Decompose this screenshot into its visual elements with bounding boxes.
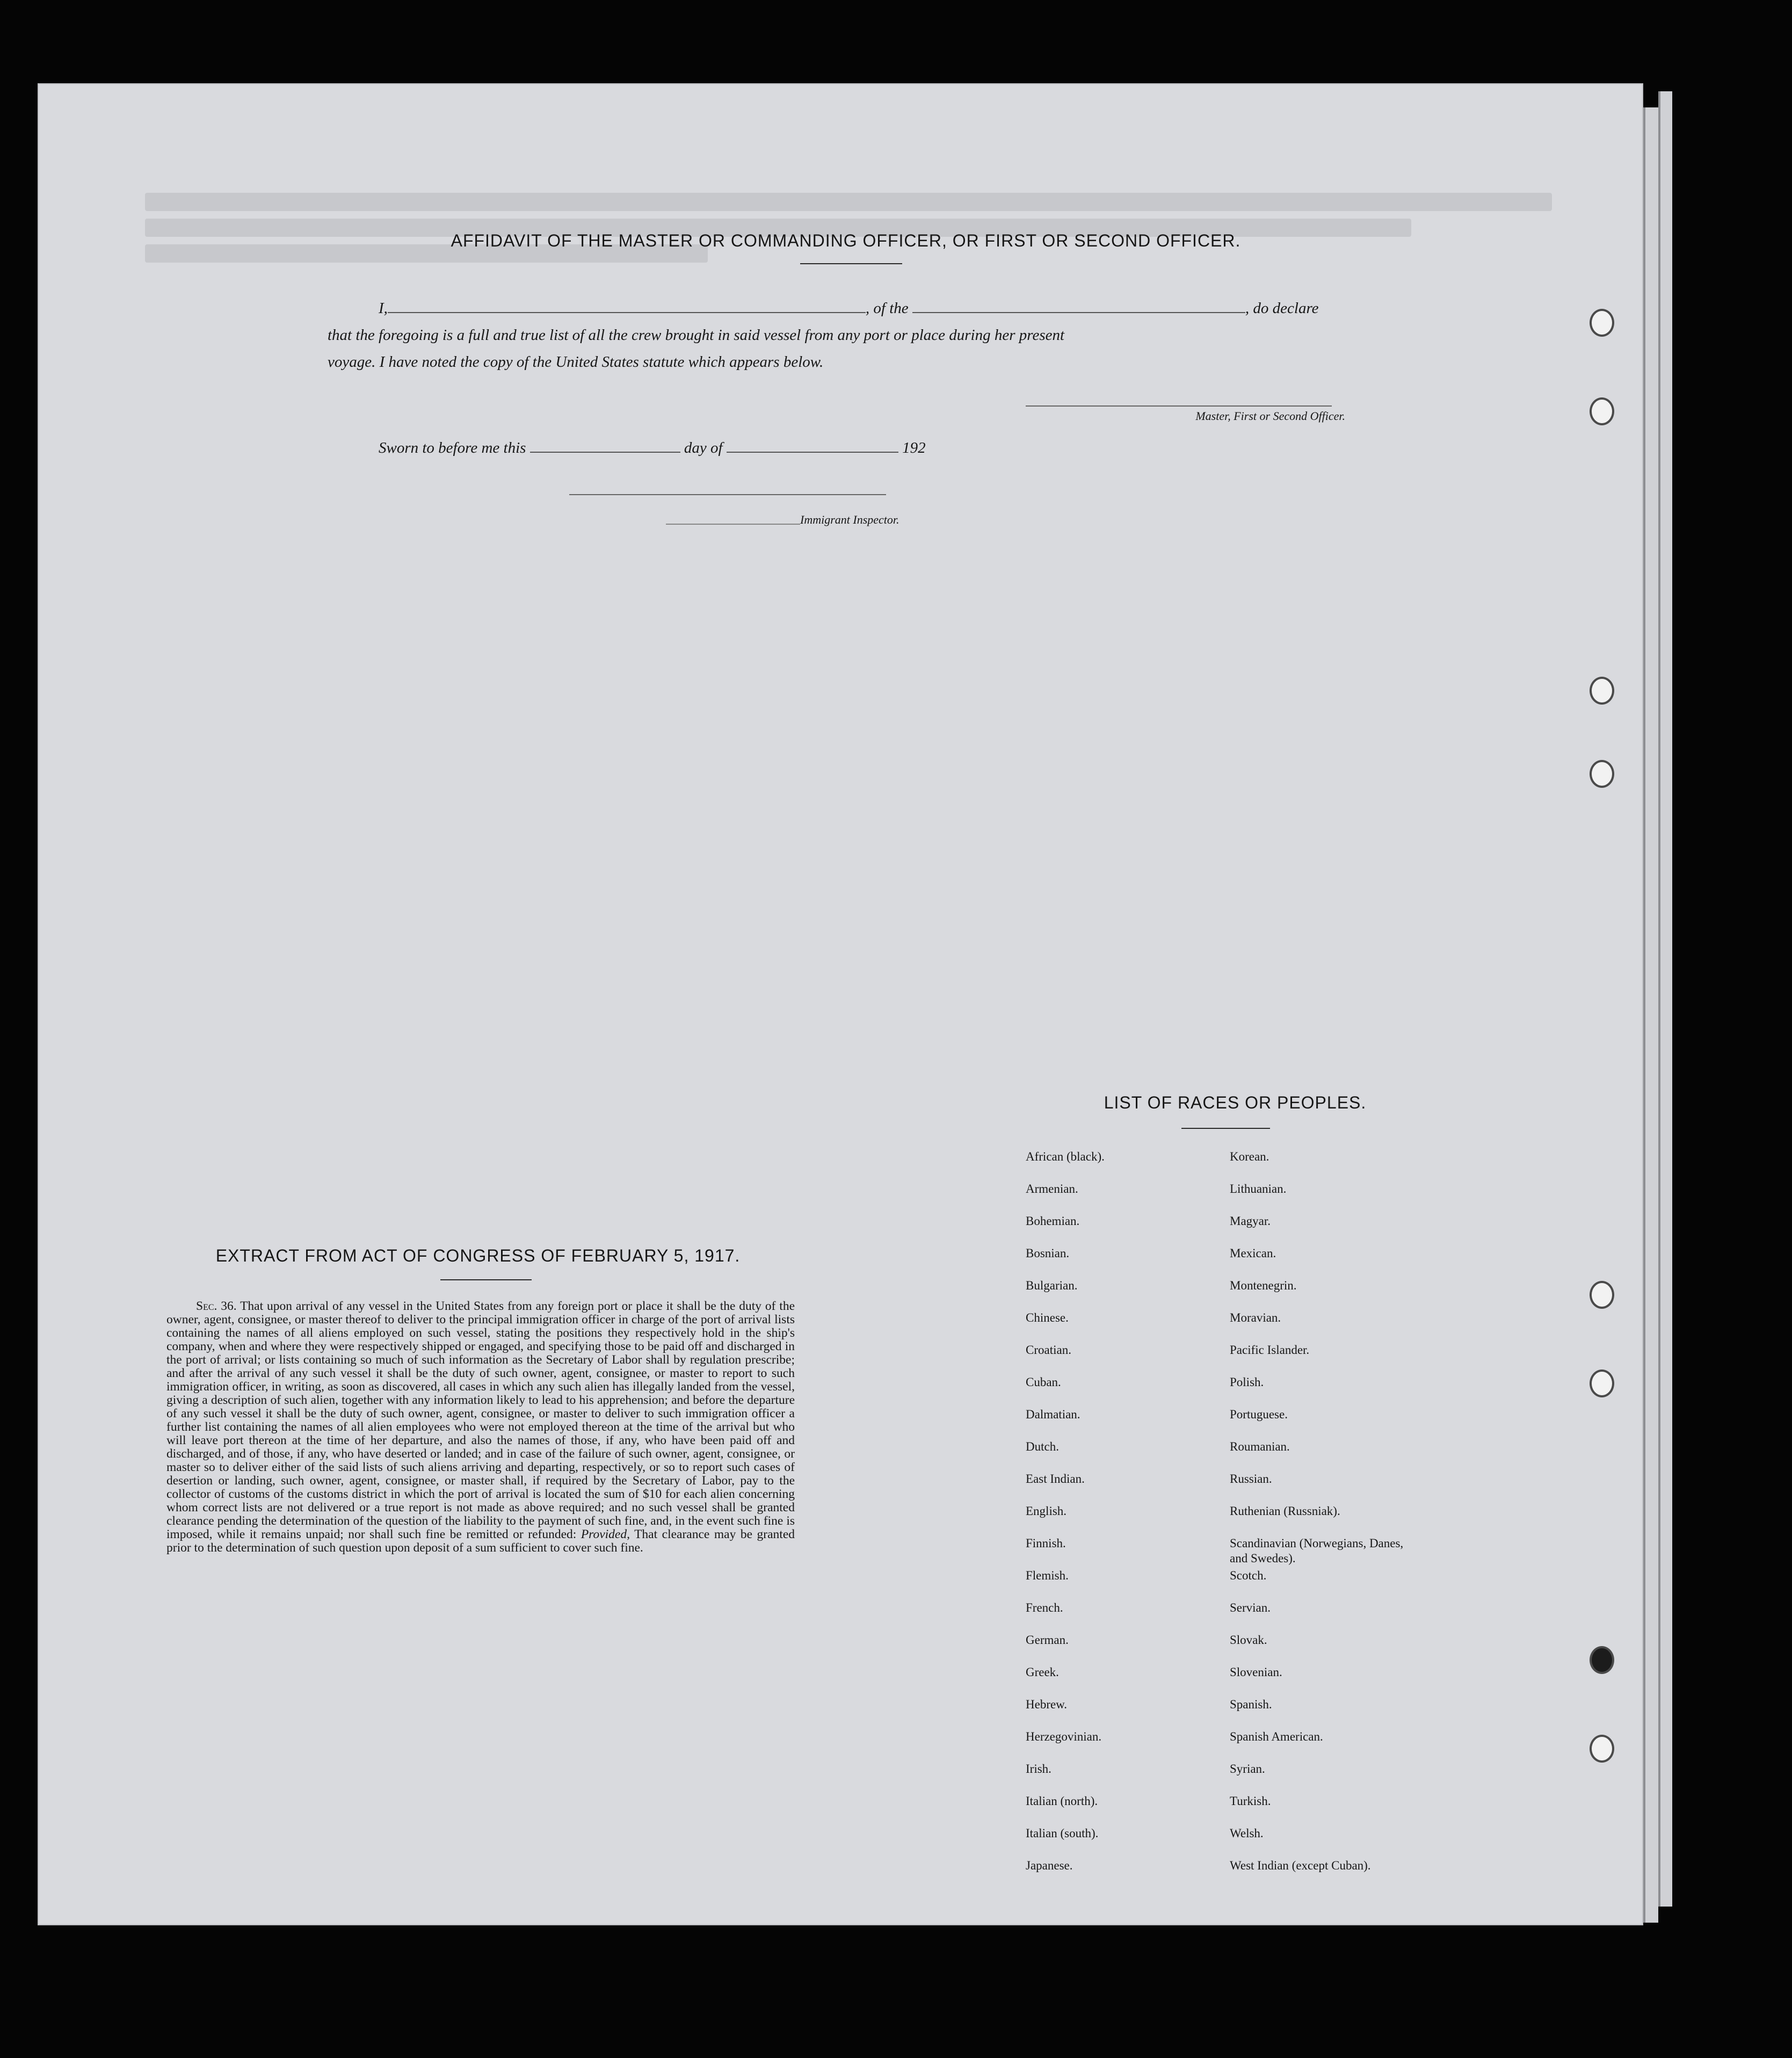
extract-body [166,1300,795,1555]
race-item: French. [1026,1601,1063,1614]
race-item: Syrian. [1230,1762,1265,1776]
punch-hole [1590,1369,1614,1397]
race-item: Mexican. [1230,1247,1276,1260]
race-item: Slovak. [1230,1633,1267,1647]
race-item: Dalmatian. [1026,1408,1080,1421]
race-item: Slovenian. [1230,1665,1282,1679]
race-item: English. [1026,1504,1067,1518]
affidavit-title: AFFIDAVIT OF THE MASTER OR COMMANDING OFFICER, OR FIRST OR SECOND OFFICER. [451,231,1241,250]
race-item: Ruthenian (Russniak). [1230,1504,1340,1518]
sworn-text: Sworn to before me this [379,439,526,456]
race-item: Pacific Islander. [1230,1343,1310,1357]
race-item: Bulgarian. [1026,1279,1078,1292]
name-blank[interactable] [388,312,866,313]
inspector-signature-line[interactable] [569,494,886,495]
race-item: Dutch. [1026,1440,1059,1453]
section-label: Sec. 36. [196,1299,237,1313]
race-item: Portuguese. [1230,1408,1288,1421]
extract-title: EXTRACT FROM ACT OF CONGRESS OF FEBRUARY 5, 1917. [215,1246,741,1265]
sworn-line [379,439,926,457]
race-item: Hebrew. [1026,1698,1068,1711]
race-item: Greek. [1026,1665,1059,1679]
master-signature-line[interactable] [1026,405,1332,407]
race-item: German. [1026,1633,1069,1647]
race-item: Spanish. [1230,1698,1272,1711]
races-right-column [1230,1149,1445,1890]
race-item: Turkish. [1230,1794,1271,1808]
races-list [1026,1149,1445,1890]
punch-hole [1590,397,1614,425]
race-item: Polish. [1230,1375,1264,1389]
sworn-text: day of [684,439,723,456]
race-item: Italian (north). [1026,1794,1098,1808]
race-item: Irish. [1026,1762,1051,1776]
vessel-blank[interactable] [912,312,1245,313]
race-item: Herzegovinian. [1026,1730,1102,1743]
race-item: West Indian (except Cuban). [1230,1859,1371,1872]
punch-hole [1590,760,1614,788]
race-item: Magyar. [1230,1214,1271,1228]
year-text: 192 [902,439,926,456]
extract-text: That upon arrival of any vessel in the United States from any foreign port or place it shall be the duty of the owner, agent, consignee, or master thereof to deliver to the principal immigration officer in charge of the port of arrival lists containing the names of all aliens employed on such vessel, stating the positions they respectively hold in the ship's company, when and where they were respectively shipped or engaged, and specifying those to be paid off and discharged in the port of arrival; or lists containing so much of such information as the Secretary of Labor shall by regulation prescribe; and after the arrival of any such vessel it shall be the duty of such owner, agent, consignee, or master to report to such immigration officer, in writing, as soon as discovered, all cases in which any such alien has illegally landed from the vessel, giving a description of such alien, together with any information likely to lead to his apprehension; and before the departure of any such vessel it shall be the duty of such owner, agent, consignee, or master to deliver to such immigration officer a further list containing the names of all alien employees who were not employed thereon at the time of the arrival but who will leave port thereon at the time of her departure, and also the names of those, if any, who have been paid off and discharged, and of those, if any, who have deserted or landed; and in case of the failure of such owner, agent, consignee, or master so to deliver either of the said lists of such aliens arriving and departing, respectively, or so to report such cases of desertion or landing, such owner, agent, consignee, or master shall, if required by the Secretary of Labor, pay to the collector of customs of the customs district in which the port of arrival is located the sum of $10 for each alien concerning whom correct lists are not delivered or a true report is not made as above required; and no such vessel shall be granted clearance pending the determination of the question of the liability to the payment of such fine, and, in the event such fine is imposed, while it remains unpaid; nor shall such fine be remitted or refunded: [166,1299,795,1541]
inspector-short-line [666,524,800,525]
races-title: LIST OF RACES OR PEOPLES. [1104,1093,1367,1112]
affidavit-text: , of the [865,300,909,317]
race-item: Armenian. [1026,1182,1078,1195]
affidavit-line-2: that the foregoing is a full and true list of all the crew brought in said vessel from any port or place during her present [328,327,1065,344]
race-item: Spanish American. [1230,1730,1323,1743]
race-item: Japanese. [1026,1859,1073,1872]
month-blank[interactable] [727,452,898,453]
race-item: African (black). [1026,1150,1105,1163]
affidavit-text: , do declare [1245,300,1319,317]
race-item: Croatian. [1026,1343,1071,1357]
day-blank[interactable] [530,452,680,453]
races-rule [1181,1128,1270,1129]
provided-text: Provided, [581,1527,630,1541]
race-item: Montenegrin. [1230,1279,1297,1292]
master-signature-label: Master, First or Second Officer. [1195,409,1345,423]
race-item: Servian. [1230,1601,1271,1614]
extract-rule [440,1279,532,1280]
affidavit-line-1 [379,300,1319,317]
race-item: Russian. [1230,1472,1272,1485]
race-item: Scotch. [1230,1569,1267,1582]
page-edge [1658,91,1672,1907]
races-left-column [1026,1149,1230,1890]
title-rule [800,263,902,264]
race-item: Welsh. [1230,1827,1264,1840]
race-item: Roumanian. [1230,1440,1290,1453]
race-item: Flemish. [1026,1569,1069,1582]
page-edge [1643,107,1658,1923]
affidavit-line-3: voyage. I have noted the copy of the United States statute which appears below. [328,353,824,371]
race-item: Moravian. [1230,1311,1281,1324]
race-item: East Indian. [1026,1472,1085,1485]
inspector-signature-label: Immigrant Inspector. [800,513,899,526]
affidavit-text: I, [379,300,388,317]
race-item: Bohemian. [1026,1214,1080,1228]
race-item: Korean. [1230,1150,1269,1163]
punch-hole [1590,1281,1614,1309]
punch-hole [1590,1646,1614,1674]
race-item: Finnish. [1026,1537,1066,1550]
race-item: Chinese. [1026,1311,1069,1324]
race-item: Italian (south). [1026,1827,1099,1840]
extract-text: That clearance may be granted prior to the determination of such question upon deposit of a sum sufficient to cover such fine. [166,1527,795,1555]
punch-hole [1590,309,1614,337]
race-item: Lithuanian. [1230,1182,1287,1195]
punch-hole [1590,1735,1614,1763]
punch-hole [1590,677,1614,705]
race-item: Scandinavian (Norwegians, Danes, and Swedes). [1230,1537,1404,1565]
race-item: Bosnian. [1026,1247,1070,1260]
race-item: Cuban. [1026,1375,1061,1389]
